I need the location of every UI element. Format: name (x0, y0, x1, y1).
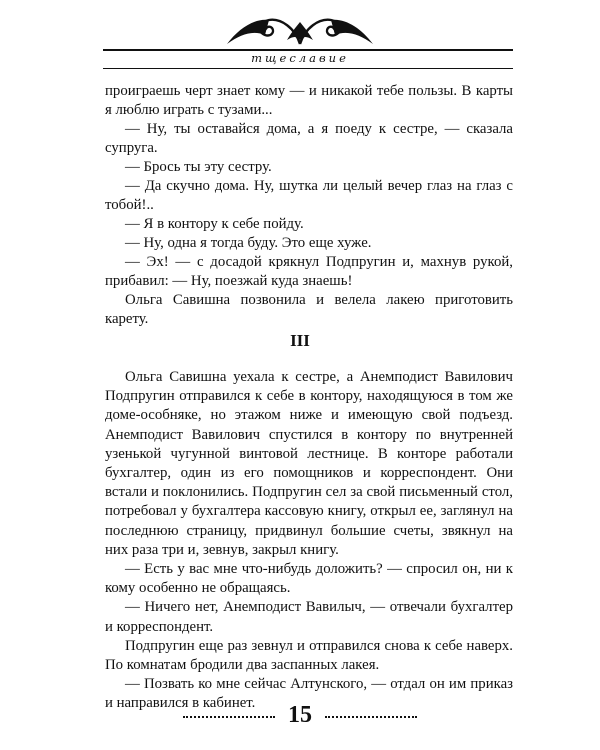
paragraph: — Ничего нет, Анемподист Вавилыч, — отвечали бухгалтер и корреспондент. (105, 599, 513, 635)
paragraph: — Позвать ко мне сейчас Алтунского, — отдал он им приказ и направился в кабинет. (105, 676, 513, 712)
text-block-top (105, 82, 513, 329)
paragraph: проиграешь черт знает кому — и никакой тебе пользы. В карты я люблю играть с тузами... (105, 83, 513, 118)
paragraph: — Брось ты эту сестру. (125, 159, 272, 175)
header-rule-bottom (103, 68, 513, 69)
swirl-ornament-icon (225, 10, 375, 50)
chapter-heading: III (290, 331, 310, 350)
paragraph: Подпругин еще раз зевнул и отправился снова к себе наверх. По комнатам бродили два заспанных лакея. (105, 637, 513, 674)
paragraph: — Эх! — с досадой крякнул Подпругин и, махнув рукой, прибавил: — Ну, поезжай куда знаешь! (105, 254, 513, 289)
paragraph: Ольга Савишна позвонила и велела лакею приготовить карету. (105, 292, 513, 327)
paragraph: — Да скучно дома. Ну, шутка ли целый вечер глаз на глаз с тобой!.. (105, 178, 513, 213)
paragraph: — Есть у вас мне что-нибудь доложить? — спросил он, ни к кому особенно не обращаясь. (105, 561, 513, 597)
text-block-bottom (105, 368, 513, 714)
paragraph: — Я в контору к себе пойду. (125, 216, 304, 232)
paragraph: Ольга Савишна уехала к сестре, а Анемподист Вавилович Подпругин отправился к себе в контору, находящуюся в том же доме-особняке, но этажом ниже и имеющую свой подъезд. Анемподист Вавилович спустился в контору по внутренней узенькой чугунной винтовой лестнице. В конторе работали бухгалтер, один из его помощников и корреспондент. Они встали и поклонились. Подпругин сел за свой письменный стол, потребовал у бухгалтера кассовую книгу, открыл ее, заглянул на последнюю страницу, придвинул большие счеты, звякнул на них раза три и, зевнув, закрыл книгу. (105, 369, 513, 558)
running-title: тщеславие (251, 51, 349, 65)
paragraph: — Ну, ты оставайся дома, а я поеду к сестре, — сказала супруга. (105, 121, 513, 156)
page-number: 15 (288, 702, 312, 728)
paragraph: — Ну, одна я тогда буду. Это еще хуже. (125, 235, 372, 251)
folio-rule-right (325, 716, 417, 718)
